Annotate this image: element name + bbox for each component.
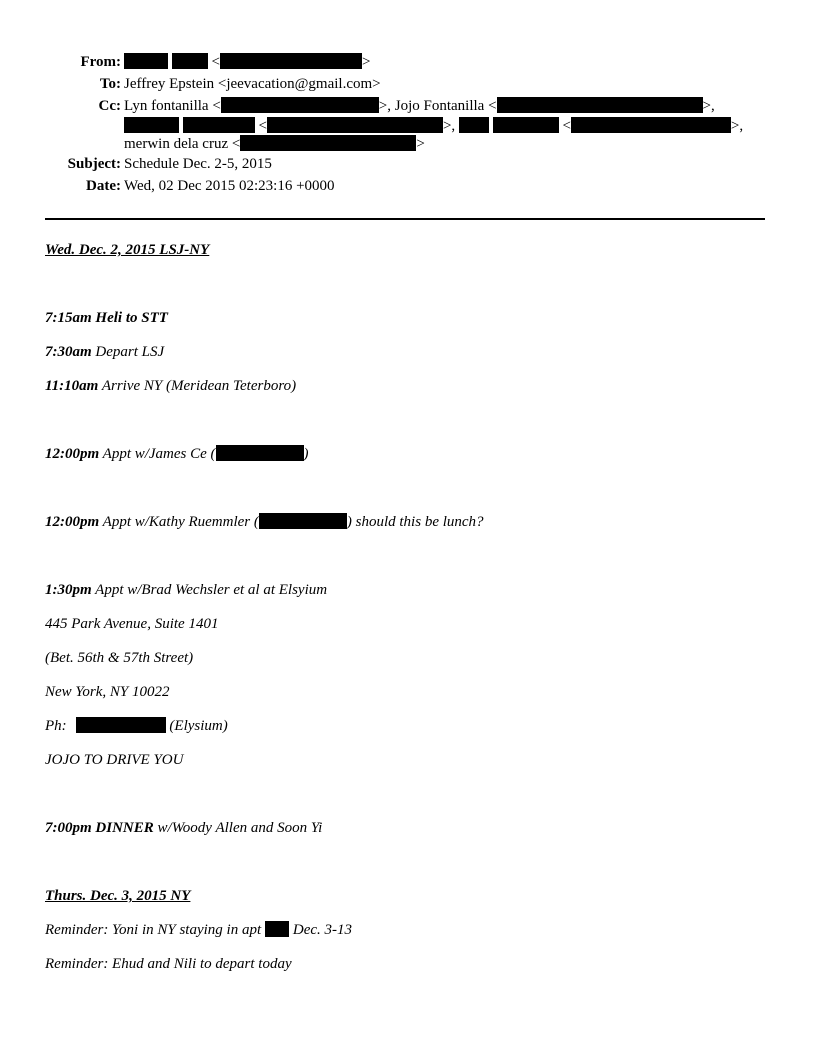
subject-row xyxy=(0,154,816,174)
redaction-box xyxy=(124,53,168,69)
redaction-box xyxy=(265,921,289,937)
schedule-item-dinner: 7:00pm DINNER w/Woody Allen and Soon Yi xyxy=(45,820,323,836)
subject-value: Schedule Dec. 2-5, 2015 xyxy=(124,156,272,172)
from-label: From: xyxy=(80,54,121,70)
day-heading-wed: Wed. Dec. 2, 2015 LSJ-NY xyxy=(45,242,210,258)
redaction-box xyxy=(267,117,443,133)
cc-label: Cc: xyxy=(98,98,121,114)
address-line-1: 445 Park Avenue, Suite 1401 xyxy=(45,616,219,632)
day-heading-thurs: Thurs. Dec. 3, 2015 NY xyxy=(45,888,191,904)
cc-row-2 xyxy=(0,116,816,136)
redaction-box xyxy=(497,97,703,113)
schedule-item-heli: 7:15am Heli to STT xyxy=(45,310,168,326)
redaction-box xyxy=(183,117,255,133)
schedule-item-appt-kathy: 12:00pm Appt w/Kathy Ruemmler ( ) should this be lunch? xyxy=(45,514,484,530)
to-value: Jeffrey Epstein <jeevacation@gmail.com> xyxy=(124,76,381,92)
address-line-3: New York, NY 10022 xyxy=(45,684,170,700)
subject-label: Subject: xyxy=(67,156,121,172)
reminder-ehud: Reminder: Ehud and Nili to depart today xyxy=(45,956,292,972)
redaction-box xyxy=(172,53,208,69)
redaction-box xyxy=(76,717,166,733)
to-label: To: xyxy=(99,76,121,92)
redaction-box xyxy=(124,117,179,133)
cc-value-line1: Lyn fontanilla < >, Jojo Fontanilla < >, xyxy=(124,98,715,114)
from-row xyxy=(0,52,816,72)
redaction-box xyxy=(240,135,416,151)
redaction-box xyxy=(259,513,347,529)
redaction-box xyxy=(493,117,559,133)
reminder-yoni: Reminder: Yoni in NY staying in apt Dec. 3-13 xyxy=(45,922,353,938)
cc-row-3 xyxy=(0,134,816,154)
from-value: < > xyxy=(124,52,370,72)
cc-row xyxy=(0,96,816,116)
redaction-box xyxy=(216,445,304,461)
address-line-2: (Bet. 56th & 57th Street) xyxy=(45,650,194,666)
phone-line: Ph: (Elysium) xyxy=(45,718,228,734)
redaction-box xyxy=(459,117,489,133)
to-row xyxy=(0,74,816,94)
redaction-box xyxy=(221,97,379,113)
schedule-item-arrive: 11:10am Arrive NY (Meridean Teterboro) xyxy=(45,378,297,394)
cc-value-line2: < >, < >, xyxy=(124,116,743,136)
redaction-box xyxy=(220,53,362,69)
redaction-box xyxy=(571,117,731,133)
schedule-item-appt-james: 12:00pm Appt w/James Ce ( ) xyxy=(45,446,309,462)
schedule-item-depart: 7:30am Depart LSJ xyxy=(45,344,165,360)
schedule-item-appt-brad: 1:30pm Appt w/Brad Wechsler et al at Elsyium xyxy=(45,582,328,598)
driver-note: JOJO TO DRIVE YOU xyxy=(45,752,184,768)
date-value: Wed, 02 Dec 2015 02:23:16 +0000 xyxy=(124,178,335,194)
cc-value-line3: merwin dela cruz < > xyxy=(124,136,425,152)
date-label: Date: xyxy=(86,178,121,194)
date-row xyxy=(0,176,816,196)
header-divider xyxy=(45,218,765,220)
